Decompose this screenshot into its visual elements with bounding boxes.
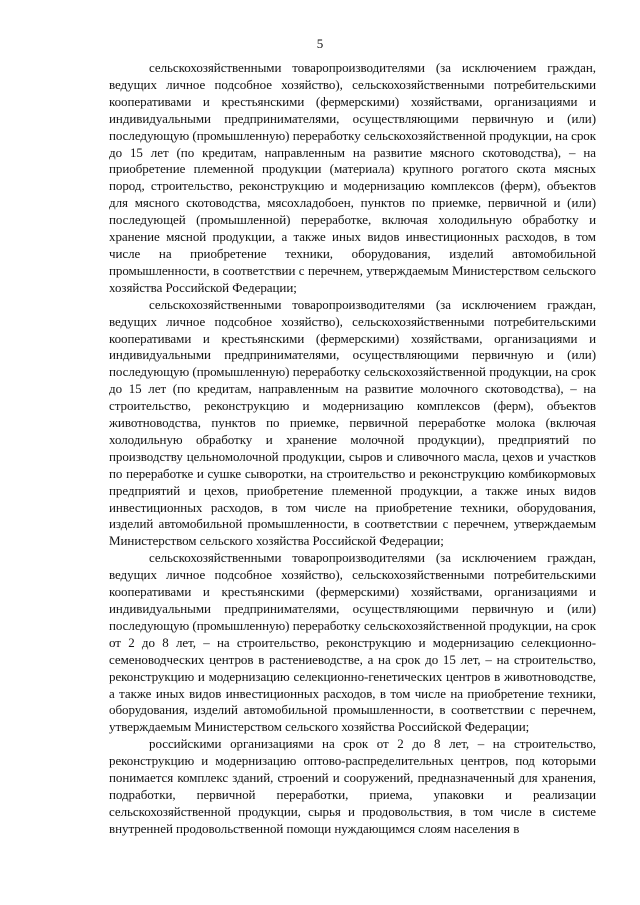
paragraph-wholesale-centers: российскими организациями на срок от 2 до 8 лет, – на строительство, реконструкцию и модернизацию оптово-распределительных центров, под которыми понимается комплекс зданий, строений и сооружений, предназначенный для хранения, подработки, первичной переработки, приема, упаковки и реализации сельскохозяйственной продукции, сырья и продовольствия, в том числе в системе внутренней продовольственной помощи нуждающимся слоям населения в: [109, 736, 596, 836]
page-number: 5: [316, 36, 324, 51]
paragraph-dairy-cattle: сельскохозяйственными товаропроизводителями (за исключением граждан, ведущих личное подсобное хозяйство), сельскохозяйственными потребительскими кооперативами и крестьянскими (фермерскими) хозяйствами, организациями и индивидуальными предпринимателями, осуществляющими первичную и (или) последующую (промышленную) переработку сельскохозяйственной продукции, на срок до 15 лет (по кредитам, направленным на развитие молочного скотоводства), – на строительство, реконструкцию и модернизацию комплексов (ферм), объектов животноводства, пунктов по приемке, первичной переработке молока (включая холодильную обработку и хранение молочной продукции), предприятий по производству цельномолочной продукции, сыров и сливочного масла, цехов и участков по переработке и сушке сыворотки, на строительство и реконструкцию комбикормовых предприятий и цехов, приобретение племенной продукции, а также иных видов инвестиционных расходов, в том числе на приобретение техники, оборудования, изделий автомобильной промышленности, в соответствии с перечнем, утверждаемым Министерством сельского хозяйства Российской Федерации;: [109, 296, 596, 549]
paragraph-meat-cattle: сельскохозяйственными товаропроизводителями (за исключением граждан, ведущих личное подсобное хозяйство), сельскохозяйственными потребительскими кооперативами и крестьянскими (фермерскими) хозяйствами, организациями и индивидуальными предпринимателями, осуществляющими первичную и (или) последующую (промышленную) переработку сельскохозяйственной продукции, на срок до 15 лет (по кредитам, направленным на развитие мясного скотоводства), – на приобретение племенной продукции (материала) крупного рогатого скота мясных пород, строительство, реконструкцию и модернизацию комплексов (ферм), объектов для мясного скотоводства, мясохладобоен, пунктов по приемке, первичной и (или) последующей (промышленной) переработке, включая холодильную обработку и хранение мясной продукции, а также иных видов инвестиционных расходов, в том числе на приобретение техники, оборудования, изделий автомобильной промышленности, в соответствии с перечнем, утверждаемым Министерством сельского хозяйства Российской Федерации;: [109, 60, 596, 295]
paragraph-breeding-centers: сельскохозяйственными товаропроизводителями (за исключением граждан, ведущих личное подсобное хозяйство), сельскохозяйственными потребительскими кооперативами и крестьянскими (фермерскими) хозяйствами, организациями и индивидуальными предпринимателями, осуществляющими первичную и (или) последующую (промышленную) переработку сельскохозяйственной продукции, на срок от 2 до 8 лет, – на строительство, реконструкцию и модернизацию селекционно-семеноводческих центров в растениеводстве, а на срок до 15 лет, – на строительство, реконструкцию и модернизацию селекционно-генетических центров в животноводстве, а также иных видов инвестиционных расходов, в том числе на приобретение техники, оборудования, изделий автомобильной промышленности, в соответствии с перечнем, утверждаемым Министерством сельского хозяйства Российской Федерации;: [109, 550, 596, 735]
document-body: [109, 60, 596, 838]
